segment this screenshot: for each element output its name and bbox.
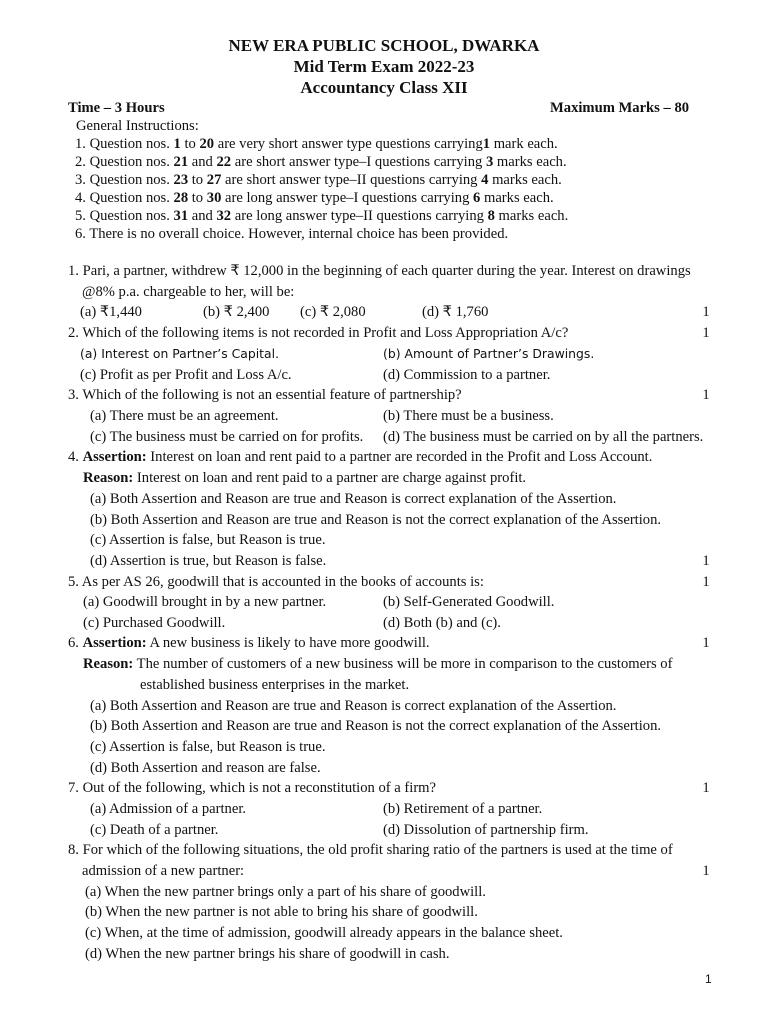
instruction-4: 4. Question nos. 28 to 30 are long answer type–I questions carrying 6 marks each. bbox=[75, 190, 554, 206]
q2-option-a: (a) Interest on Partner’s Capital. bbox=[80, 346, 280, 361]
q1-option-d: (d) ₹ 1,760 bbox=[422, 304, 489, 320]
q2-option-b: (b) Amount of Partner’s Drawings. bbox=[383, 346, 595, 361]
q6-assertion: 6. Assertion: A new business is likely to have more goodwill. bbox=[68, 635, 430, 651]
time-label: Time – 3 Hours bbox=[68, 100, 165, 116]
instruction-6: 6. There is no overall choice. However, internal choice has been provided. bbox=[75, 226, 509, 242]
q2-option-d: (d) Commission to a partner. bbox=[383, 367, 551, 383]
q8-option-c: (c) When, at the time of admission, goodwill already appears in the balance sheet. bbox=[85, 925, 563, 941]
q1-text-line1: 1. Pari, a partner, withdrew ₹ 12,000 in the beginning of each quarter during the year. Interest on drawings bbox=[68, 263, 691, 279]
q4-option-b: (b) Both Assertion and Reason are true and Reason is not the correct explanation of the Assertion. bbox=[90, 512, 662, 528]
instruction-3: 3. Question nos. 23 to 27 are short answer type–II questions carrying 4 marks each. bbox=[75, 172, 562, 188]
q1-option-a: (a) ₹1,440 bbox=[80, 304, 142, 320]
q7-option-b: (b) Retirement of a partner. bbox=[383, 801, 543, 817]
q8-option-a: (a) When the new partner brings only a part of his share of goodwill. bbox=[85, 884, 486, 900]
school-name: NEW ERA PUBLIC SCHOOL, DWARKA bbox=[228, 36, 540, 55]
q8-option-d: (d) When the new partner brings his share of goodwill in cash. bbox=[85, 946, 450, 962]
q6-reason-line2: established business enterprises in the market. bbox=[140, 677, 410, 693]
q5-option-c: (c) Purchased Goodwill. bbox=[83, 615, 226, 631]
q7-option-d: (d) Dissolution of partnership firm. bbox=[383, 822, 589, 838]
max-marks-label: Maximum Marks – 80 bbox=[550, 100, 690, 116]
q6-option-b: (b) Both Assertion and Reason are true and Reason is not the correct explanation of the Assertion. bbox=[90, 718, 662, 734]
q6-reason: Reason: The number of customers of a new business will be more in comparison to the customers of bbox=[83, 656, 673, 672]
q4-assertion: 4. Assertion: Interest on loan and rent paid to a partner are recorded in the Profit and Loss Account. bbox=[68, 449, 653, 465]
q3-marks: 1 bbox=[702, 387, 710, 403]
q5-text: 5. As per AS 26, goodwill that is accounted in the books of accounts is: bbox=[68, 574, 484, 590]
subject-title: Accountancy Class XII bbox=[300, 78, 468, 97]
q4-option-a: (a) Both Assertion and Reason are true and Reason is correct explanation of the Assertion. bbox=[90, 491, 617, 507]
q2-option-c: (c) Profit as per Profit and Loss A/c. bbox=[80, 367, 292, 383]
q7-option-c: (c) Death of a partner. bbox=[90, 822, 219, 838]
q4-marks: 1 bbox=[702, 553, 710, 569]
q5-option-d: (d) Both (b) and (c). bbox=[383, 615, 501, 631]
q5-option-b: (b) Self-Generated Goodwill. bbox=[383, 594, 555, 610]
q7-marks: 1 bbox=[702, 780, 710, 796]
q2-marks: 1 bbox=[702, 325, 710, 341]
page-number: 1 bbox=[705, 972, 712, 986]
q4-option-c: (c) Assertion is false, but Reason is true. bbox=[90, 532, 326, 548]
q5-option-a: (a) Goodwill brought in by a new partner. bbox=[83, 594, 327, 610]
q6-marks: 1 bbox=[702, 635, 710, 651]
q1-text-line2: @8% p.a. chargeable to her, will be: bbox=[82, 284, 295, 300]
q4-reason: Reason: Interest on loan and rent paid to a partner are charge against profit. bbox=[83, 470, 527, 486]
q6-option-a: (a) Both Assertion and Reason are true and Reason is correct explanation of the Assertion. bbox=[90, 698, 617, 714]
q8-text-line1: 8. For which of the following situations, the old profit sharing ratio of the partners is used at the time of bbox=[68, 842, 673, 858]
q3-option-d: (d) The business must be carried on by all the partners. bbox=[383, 429, 704, 445]
instruction-5: 5. Question nos. 31 and 32 are long answer type–II questions carrying 8 marks each. bbox=[75, 208, 569, 224]
instruction-2: 2. Question nos. 21 and 22 are short answer type–I questions carrying 3 marks each. bbox=[75, 154, 567, 170]
q7-option-a: (a) Admission of a partner. bbox=[90, 801, 247, 817]
q8-option-b: (b) When the new partner is not able to bring his share of goodwill. bbox=[85, 904, 478, 920]
q1-option-b: (b) ₹ 2,400 bbox=[203, 304, 270, 320]
instructions-heading: General Instructions: bbox=[76, 118, 199, 134]
q7-text: 7. Out of the following, which is not a reconstitution of a firm? bbox=[68, 780, 437, 796]
q3-option-c: (c) The business must be carried on for profits. bbox=[90, 429, 364, 445]
q3-option-b: (b) There must be a business. bbox=[383, 408, 554, 424]
instruction-1: 1. Question nos. 1 to 20 are very short answer type questions carrying1 mark each. bbox=[75, 136, 558, 152]
q6-option-c: (c) Assertion is false, but Reason is true. bbox=[90, 739, 326, 755]
q4-option-d: (d) Assertion is true, but Reason is false. bbox=[90, 553, 327, 569]
q3-option-a: (a) There must be an agreement. bbox=[90, 408, 279, 424]
q3-text: 3. Which of the following is not an essential feature of partnership? bbox=[68, 387, 462, 403]
q1-option-c: (c) ₹ 2,080 bbox=[300, 304, 366, 320]
q1-marks: 1 bbox=[702, 304, 710, 320]
q8-marks: 1 bbox=[702, 863, 710, 879]
exam-title: Mid Term Exam 2022-23 bbox=[293, 57, 475, 76]
q8-text-line2: admission of a new partner: bbox=[82, 863, 245, 879]
q2-text: 2. Which of the following items is not recorded in Profit and Loss Appropriation A/c? bbox=[68, 325, 569, 341]
q6-option-d: (d) Both Assertion and reason are false. bbox=[90, 760, 321, 776]
q5-marks: 1 bbox=[702, 574, 710, 590]
